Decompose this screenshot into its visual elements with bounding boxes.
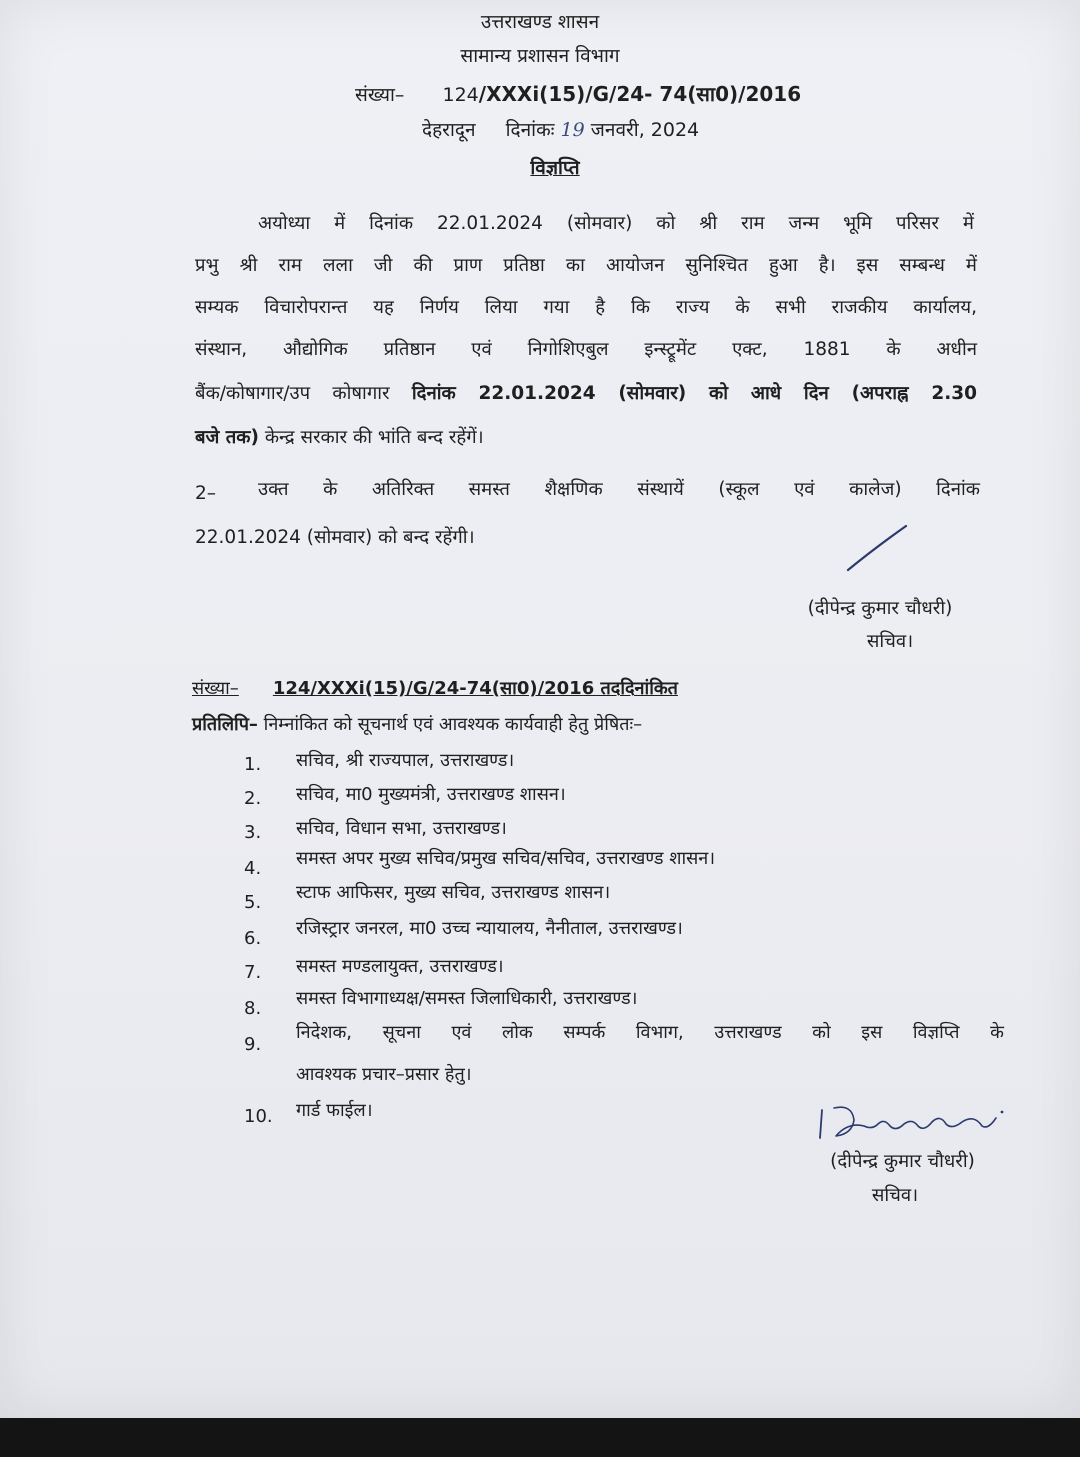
- date-label: दिनांकः: [505, 119, 555, 141]
- date-rest: जनवरी, 2024: [590, 119, 700, 141]
- department-heading: सामान्य प्रशासन विभाग: [460, 45, 620, 67]
- signatory-designation-1: सचिव।: [866, 631, 914, 652]
- copy-intro-line: [192, 712, 642, 736]
- copy-intro: निम्नांकित को सूचनार्थ एवं आवश्यक कार्यवाही हेतु प्रेषितः–: [263, 714, 643, 735]
- para1-line-2: प्रभु श्री राम लला जी की प्राण प्रतिष्ठा का आयोजन सुनिश्चित हुआ है। इस सम्बन्ध में: [195, 255, 977, 276]
- para1-line-6: बजे तक) केन्द्र सरकार की भांति बन्द रहेंगें।: [195, 427, 484, 448]
- signature-stroke-1: [840, 520, 920, 576]
- reference-label: संख्या–: [355, 84, 405, 106]
- place-date-line: [422, 116, 699, 142]
- signatory-name-2: (दीपेन्द्र कुमार चौधरी): [830, 1151, 975, 1172]
- para1-line-3: सम्यक विचारोपरान्त यह निर्णय लिया गया है कि राज्य के सभी राजकीय कार्यालय,: [195, 297, 977, 318]
- signatory-name-1: (दीपेन्द्र कुमार चौधरी): [807, 598, 953, 619]
- copy-reference-line: [192, 676, 678, 700]
- handwritten-date: 19: [560, 119, 585, 141]
- signatory-designation-2: सचिव।: [871, 1185, 919, 1206]
- copy-reference-number: 124/XXXi(15)/G/24-74(सा0)/2016 तददिनांकित: [272, 678, 678, 699]
- para1-line-1: अयोध्या में दिनांक 22.01.2024 (सोमवार) को श्री राम जन्म भूमि परिसर में: [258, 213, 974, 234]
- para2-line-2: 22.01.2024 (सोमवार) को बन्द रहेंगी।: [195, 527, 475, 548]
- para1-line-4: संस्थान, औद्योगिक प्रतिष्ठान एवं निगोशिएबुल इन्स्ट्रूमेंट एक्ट, 1881 के अधीन: [195, 339, 977, 360]
- copy-reference-label: संख्या–: [192, 678, 239, 699]
- document-page: उत्तराखण्ड शासन सामान्य प्रशासन विभाग संख्या– 124/XXXi(15)/G/24- 74(सा0)/2016 देहरादून दिनांकः 19 जनवरी, 2024 विज्ञप्ति अयोध्या में दिनांक 22.01.2024 (सोमवार) को श्री राम जन्म भूमि परिसर में प्रभु श्री राम लला जी की प्राण प्रतिष्ठा का आयोजन सुनिश्चित हुआ है। इस सम्बन्ध में सम्यक विचारोपरान्त यह निर्णय लिया गया है कि राज्य के सभी राजकीय कार्यालय, संस्थान, औद्योगिक प्रतिष्ठान एवं निगोशिएबुल इन्स्ट्रूमेंट एक्ट, 1881 के अधीन बैंक/कोषागार/उप कोषागार दिनांक 22.01.2024 (सोमवार) को आधे दिन (अपराह्न 2.30 बजे तक) केन्द्र सरकार की भांति बन्द रहेंगें। 2– उक्त के अतिरिक्त समस्त शैक्षणिक संस्थायें (स्कूल एवं कालेज) दिनांक 22.01.2024 (सोमवार) को बन्द रहेंगी। (दीपेन्द्र कुमार चौधरी) सचिव। संख्या– 124/XXXi(15)/G/24-74(सा0)/2016 तददिनांकित प्रतिलिपि– निम्नांकित को सूचनार्थ एवं आवश्यक कार्यवाही हेतु प्रेषितः– 1. सचिव, श्री राज्यपाल, उत्तराखण्ड। 2. सचिव, मा0 मुख्यमंत्री, उत्तराखण्ड शासन। 3. सचिव, विधान सभा, उत्तराखण्ड। 4. समस्त अपर मुख्य सचिव/प्रमुख सचिव/सचिव, उत्तराखण्ड शासन। 5. स्टाफ आफिसर, मुख्य सचिव, उत्तराखण्ड शासन। 6. रजिस्ट्रार जनरल, मा0 उच्च न्यायालय, नैनीताल, उत्तराखण्ड। 7. समस्त मण्डलायुक्त, उत्तराखण्ड। 8. समस्त विभागाध्यक्ष/समस्त जिलाधिकारी, उत्तराखण्ड। 9. निदेशक, सूचना एवं लोक सम्पर्क विभाग, उत्तराखण्ड को इस विज्ञप्ति के आवश्यक प्रचार–प्रसार हेतु। 10. गार्ड फाईल। (दीपेन्द्र कुमार चौधरी) सचिव।: [0, 0, 1080, 1418]
- place: देहरादून: [422, 119, 476, 141]
- para2-number: 2–: [195, 483, 217, 504]
- para1-line-5: बैंक/कोषागार/उप कोषागार दिनांक 22.01.2024 (सोमवार) को आधे दिन (अपराह्न 2.30: [195, 383, 977, 404]
- copy-label: प्रतिलिपि–: [192, 714, 258, 735]
- bottom-frame-bar: [0, 1418, 1080, 1457]
- para2-line-1: उक्त के अतिरिक्त समस्त शैक्षणिक संस्थायें (स्कूल एवं कालेज) दिनांक: [258, 479, 980, 500]
- government-heading: उत्तराखण्ड शासन: [480, 11, 600, 33]
- notice-title: विज्ञप्ति: [530, 157, 580, 179]
- signature-stroke-2: [812, 1100, 1012, 1146]
- reference-number: /XXXi(15)/G/24- 74(सा0)/2016: [478, 82, 802, 106]
- reference-prefix: 124: [442, 84, 479, 106]
- reference-line: [355, 80, 801, 107]
